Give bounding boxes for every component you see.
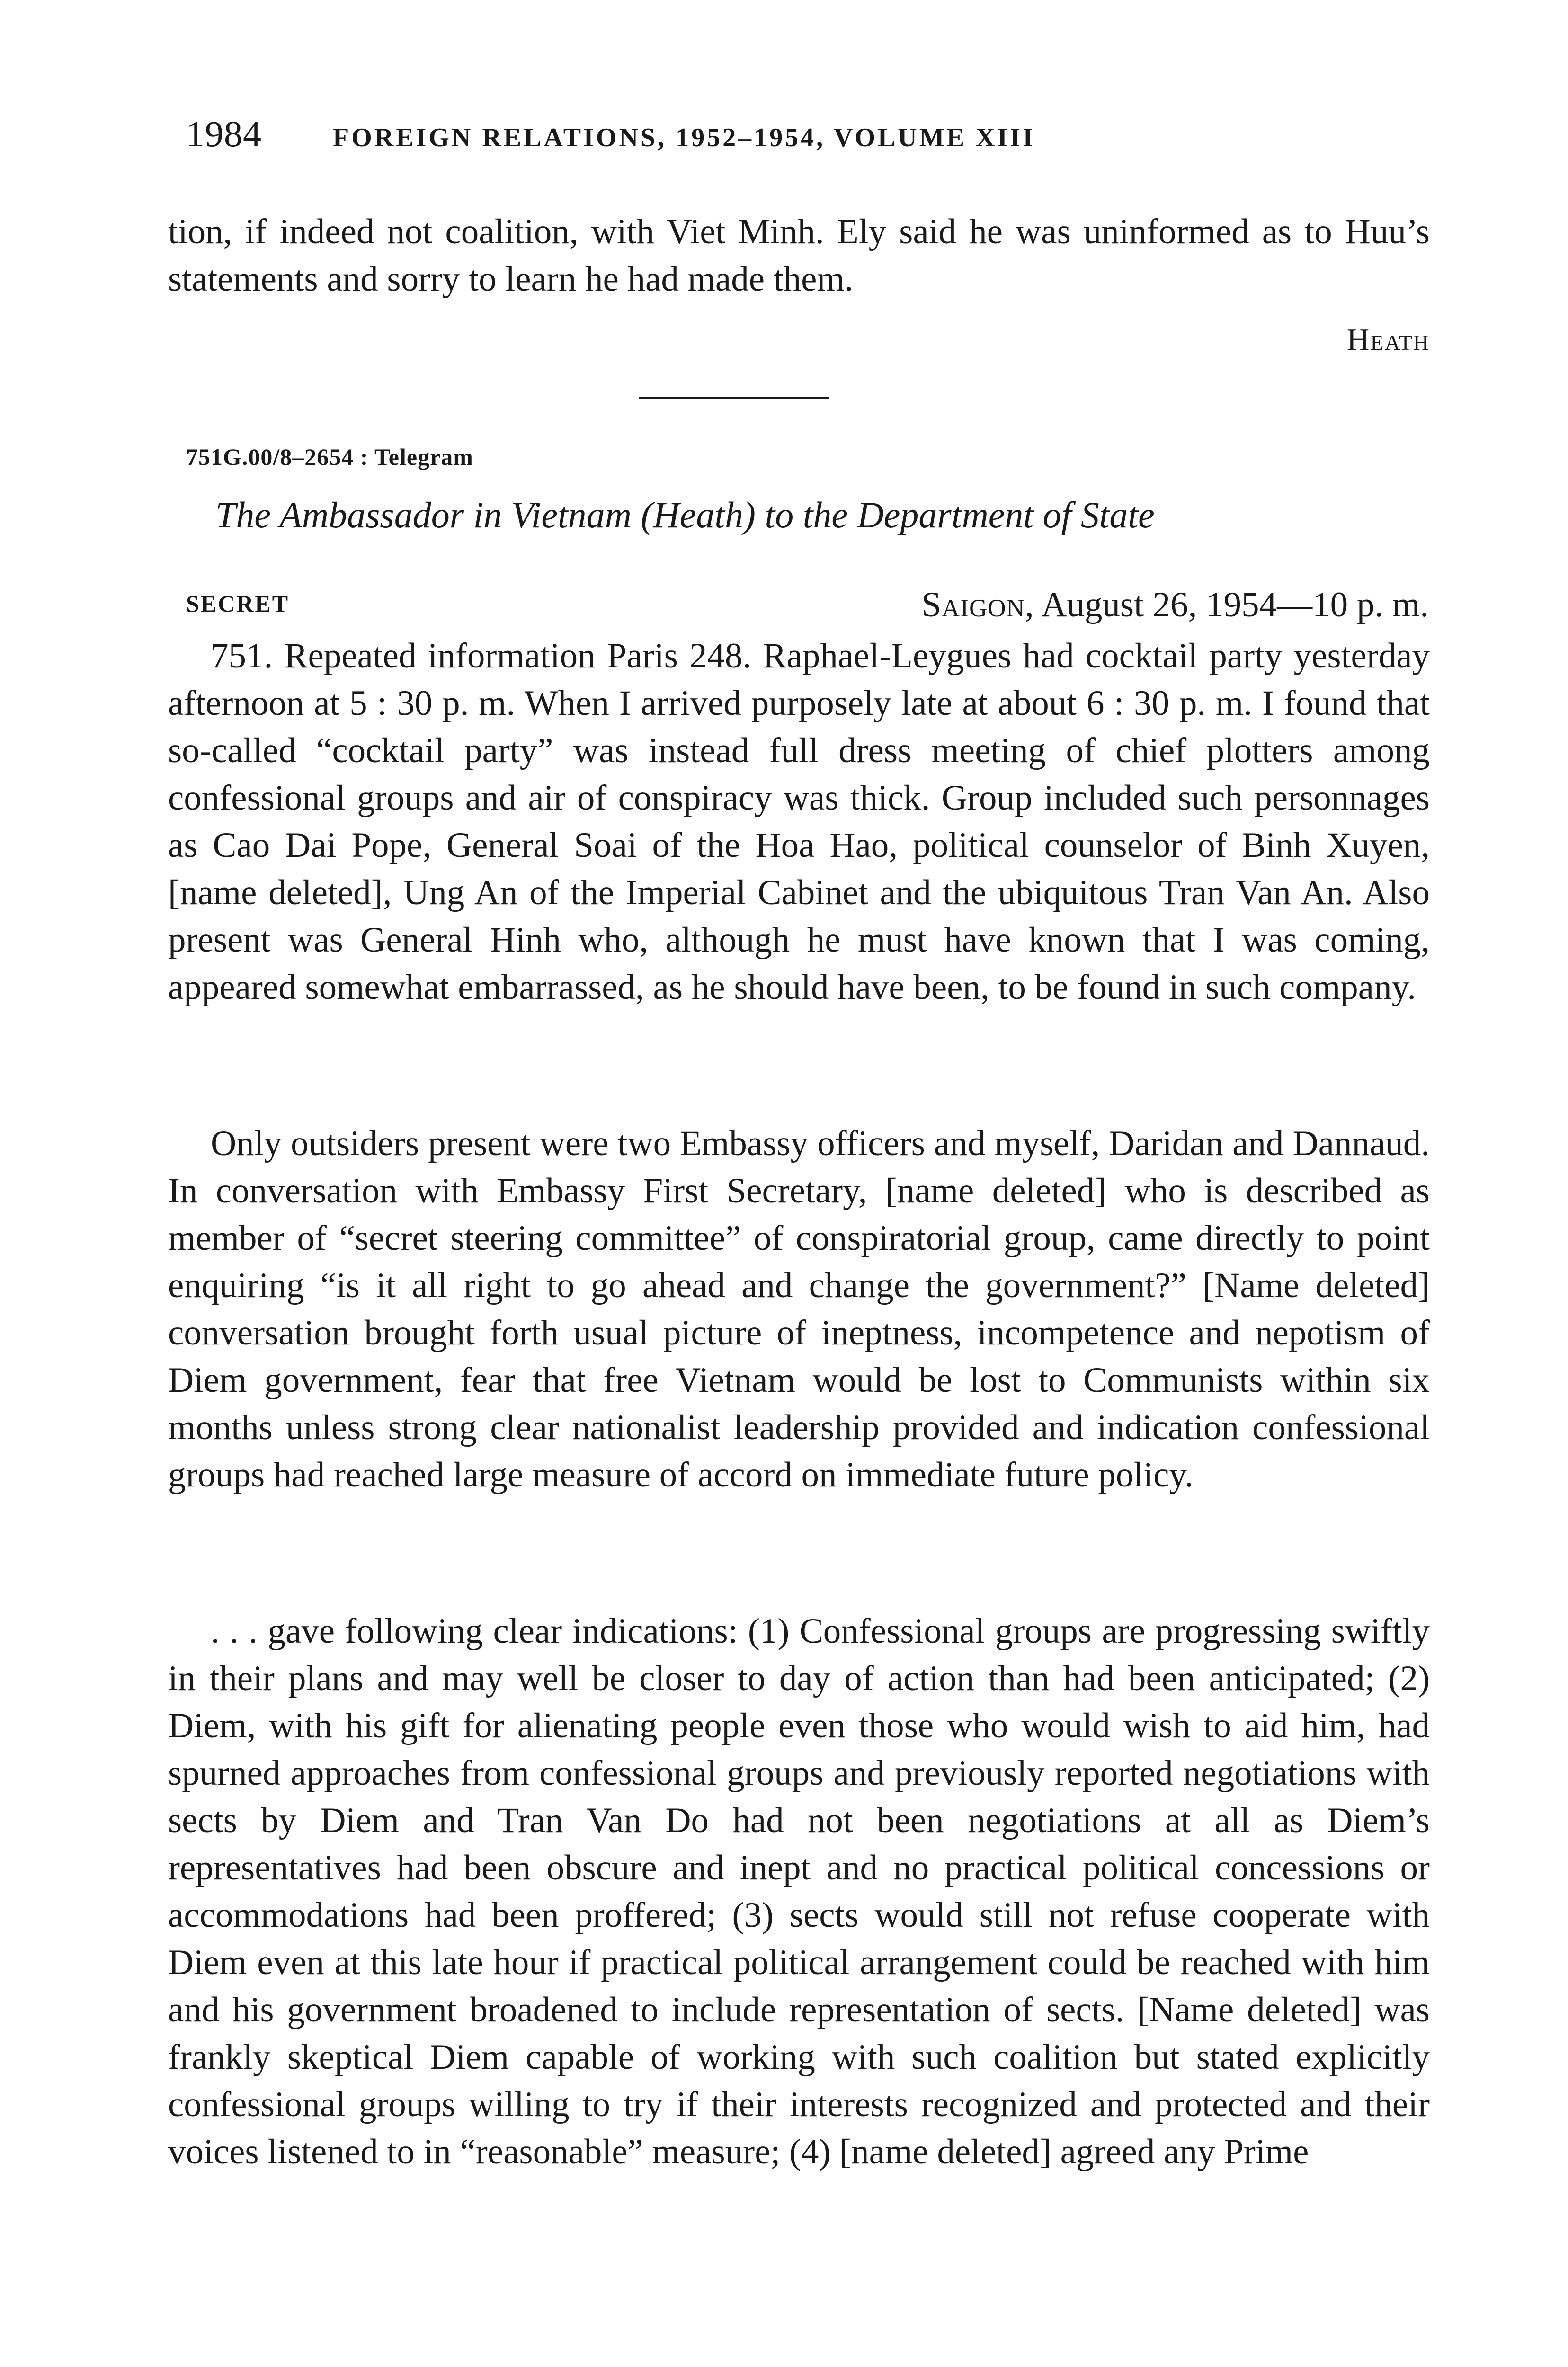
dateline-place: Saigon,	[921, 585, 1034, 624]
dateline	[805, 581, 1429, 629]
body-paragraph-2: Only outsiders present were two Embassy officers and myself, Daridan and Dannaud. In conversation with Embassy First Secretary, [name deleted] who is described as member of “secret steering committee” of conspiratorial group, came directly to point enquiring “is it all right to go ahead and change the government?” [Name deleted] conversation brought forth usual picture of ineptness, incompetence and nepotism of Diem government, fear that free Vietnam would be lost to Communists within six months unless strong clear nationalist leadership provided and indication confessional groups had reached large measure of accord on immediate future policy.	[168, 1124, 1430, 1495]
body-paragraph-3: . . . gave following clear indications: (1) Confessional groups are progressing swiftly in their plans and may well be closer to day of action than had been anticipated; (2) Diem, with his gift for alienating people even those who would wish to aid him, had spurned approaches from confessional groups and previously reported negotiations with sects by Diem and Tran Van Do had not been negotiations at all as Diem’s representatives had been obscure and inept and no practical political concessions or accommodations had been proffered; (3) sects would still not refuse cooperate with Diem even at this late hour if practical political arrangement could be reached with him and his government broadened to include representation of sects. [Name deleted] was frankly skeptical Diem capable of working with such coalition but stated explicitly confessional groups willing to try if their interests recognized and protected and their voices listened to in “reasonable” measure; (4) [name deleted] agreed any Prime	[168, 1611, 1430, 2171]
classification-label: SECRET	[186, 590, 290, 617]
section-divider	[639, 397, 829, 399]
page-header	[186, 113, 1417, 165]
page-number: 1984	[186, 113, 262, 154]
signature: Heath	[1346, 322, 1430, 357]
dateline-date: August 26, 1954—10 p. m.	[1034, 585, 1429, 624]
body-paragraph-1: 751. Repeated information Paris 248. Raphael-Leygues had cocktail party yesterday afternoon at 5 : 30 p. m. When I arrived purposely late at about 6 : 30 p. m. I found that so-called “cocktail party” was instead full dress meeting of chief plotters among confessional groups and air of conspiracy was thick. Group included such personnages as Cao Dai Pope, General Soai of the Hoa Hao, political counselor of Binh Xuyen, [name deleted], Ung An of the Imperial Cabinet and the ubiquitous Tran Van An. Also present was General Hinh who, although he must have known that I was coming, appeared somewhat embarrassed, as he should have been, to be found in such company.	[168, 636, 1430, 1007]
running-head: FOREIGN RELATIONS, 1952–1954, VOLUME XIII	[333, 123, 1035, 152]
document-title: The Ambassador in Vietnam (Heath) to the Department of State	[215, 494, 1155, 535]
previous-document-closing-text: tion, if indeed not coalition, with Viet Minh. Ely said he was uninformed as to Huu’s statements and sorry to learn he had made them.	[168, 212, 1430, 299]
document-id: 751G.00/8–2654 : Telegram	[186, 444, 473, 470]
